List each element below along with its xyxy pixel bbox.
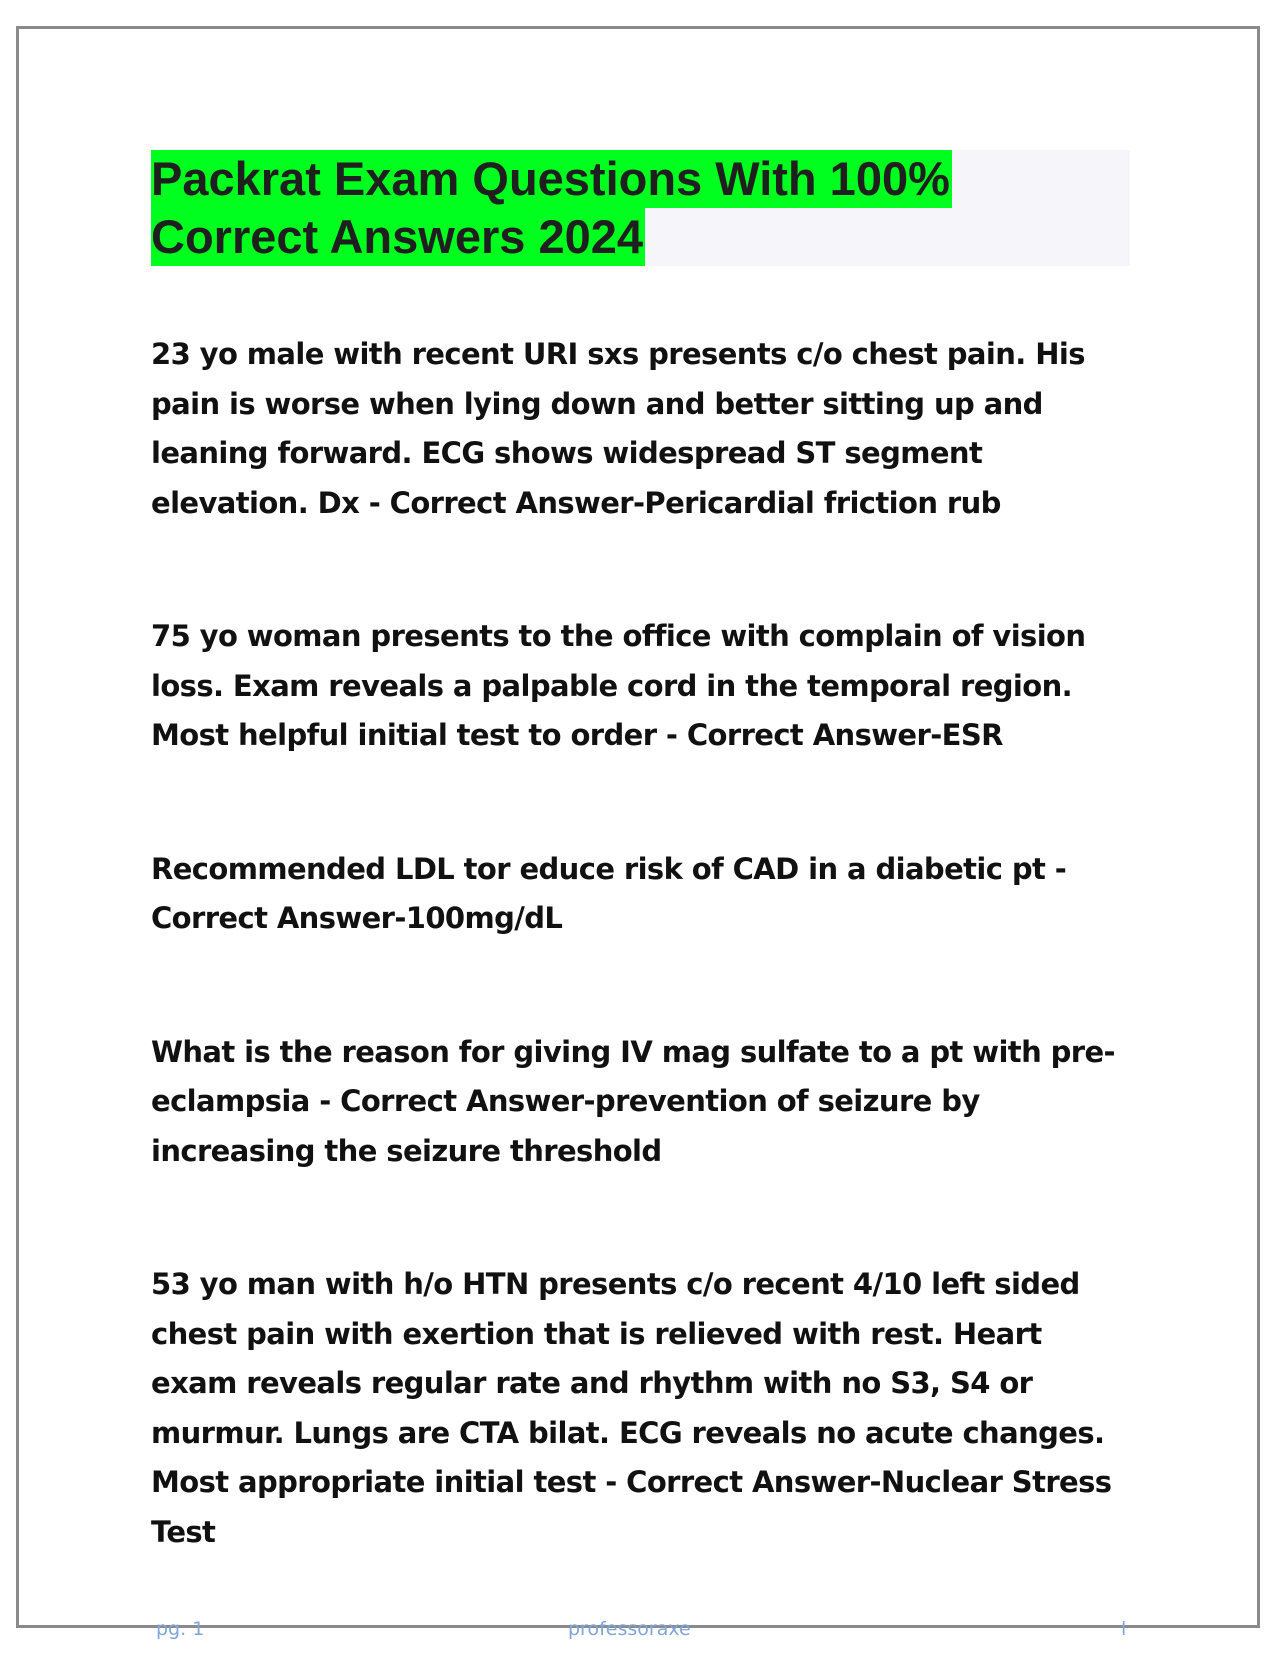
footer-author: professoraxe xyxy=(568,1618,691,1640)
footer-right-mark: l xyxy=(1121,1618,1127,1640)
footer-page-number: pg. 1 xyxy=(156,1618,205,1640)
document-title-line-1: Packrat Exam Questions With 100% xyxy=(151,150,952,208)
question-item: 53 yo man with h/o HTN presents c/o recent 4/10 left sided chest pain with exertion that is relieved with rest. Heart exam reveals regular rate and rhythm with no S3, S4 or murmur. Lungs are CTA bilat. ECG reveals no acute changes. Most appropriate initial test - Correct Answer-Nuclear Stress Test xyxy=(151,1267,1112,1549)
question-item: 23 yo male with recent URI sxs presents c/o chest pain. His pain is worse when lying down and better sitting up and leaning forward. ECG shows widespread ST segment elevation. Dx - Correct Answer-Pericardial friction rub xyxy=(151,337,1085,520)
question-item: 75 yo woman presents to the office with complain of vision loss. Exam reveals a palpable cord in the temporal region. Most helpful initial test to order - Correct Answer-ESR xyxy=(151,619,1086,752)
question-list xyxy=(151,330,1131,1641)
question-item: What is the reason for giving IV mag sulfate to a pt with pre-eclampsia - Correct Answer-prevention of seizure by increasing the seizure threshold xyxy=(151,1034,1115,1168)
document-title-line-2: Correct Answers 2024 xyxy=(151,208,645,266)
question-item: Recommended LDL tor educe risk of CAD in a diabetic pt - Correct Answer-100mg/dL xyxy=(151,851,1067,935)
title-block xyxy=(151,150,1130,266)
